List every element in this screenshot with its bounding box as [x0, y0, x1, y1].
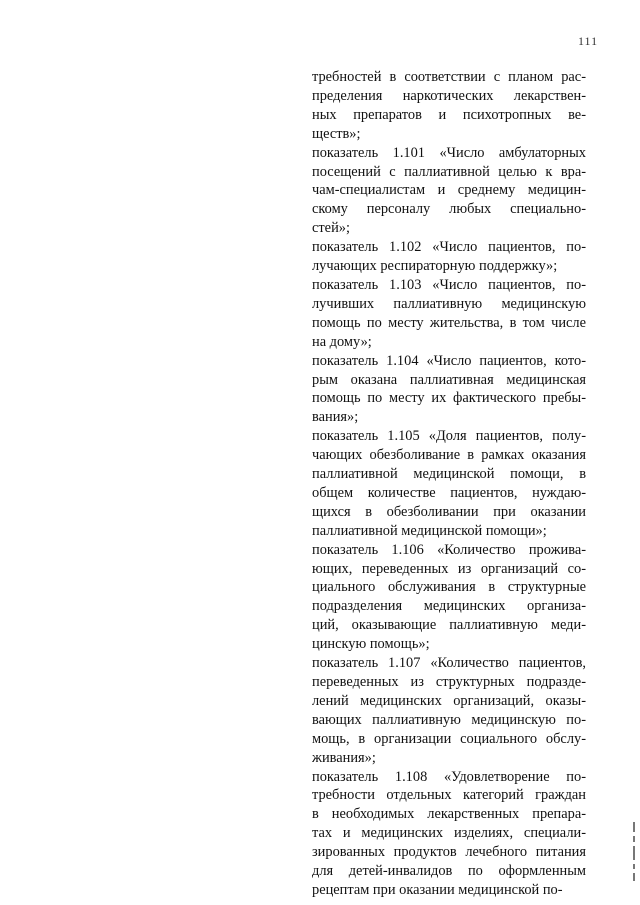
text-line: паллиативной медицинской помощи, в: [312, 466, 586, 483]
paragraph: [312, 541, 586, 654]
text-line: показатель 1.104 «Число пациентов, кото-: [312, 352, 586, 369]
paragraph: [312, 352, 586, 428]
text-line: лучающих респираторную поддержку»;: [312, 258, 558, 275]
page-number: 111: [578, 34, 599, 48]
text-line: посещений с паллиативной целью к вра-: [312, 163, 586, 180]
text-line: показатель 1.107 «Количество пациентов,: [312, 655, 586, 672]
text-line: мощь, в организации социального обслу-: [312, 730, 586, 747]
text-line: чам-специалистам и среднему медицин-: [312, 182, 586, 199]
text-line: в необходимых лекарственных препара-: [312, 806, 586, 823]
text-line: ющих, переведенных из организаций со-: [312, 560, 586, 577]
text-line: показатель 1.105 «Доля пациентов, полу-: [312, 428, 586, 445]
text-line: показатель 1.102 «Число пациентов, по-: [312, 239, 586, 256]
text-line: живания»;: [312, 749, 376, 766]
text-line: на дому»;: [312, 333, 372, 350]
text-line: показатель 1.101 «Число амбулаторных: [312, 144, 586, 161]
text-line: требностей в соответствии с планом рас-: [312, 69, 586, 85]
text-line: циального обслуживания в структурные: [312, 579, 586, 596]
text-line: ществ»;: [312, 125, 361, 142]
text-line: показатель 1.108 «Удовлетворение по-: [312, 768, 586, 785]
text-line: тах и медицинских изделиях, специали-: [312, 825, 586, 842]
text-line: требности отдельных категорий граждан: [312, 787, 586, 804]
text-line: ций, оказывающие паллиативную меди-: [312, 617, 586, 634]
text-line: переведенных из структурных подразде-: [312, 674, 586, 690]
text-line: щихся в обезболивании при оказании: [312, 503, 586, 520]
text-line: подразделения медицинских организа-: [312, 598, 586, 615]
text-line: помощь по месту жительства, в том числе: [312, 314, 586, 331]
paragraph: [312, 654, 586, 767]
text-line: общем количестве пациентов, нуждаю-: [312, 484, 586, 501]
scan-edge-marks: [633, 822, 637, 892]
paragraph: [312, 276, 586, 352]
text-line: лений медицинских организаций, оказы-: [312, 692, 586, 709]
text-line: вающих паллиативную медицинскую по-: [312, 711, 586, 728]
paragraph: [312, 768, 586, 900]
text-line: паллиативной медицинской помощи»;: [312, 522, 547, 539]
paragraph: [312, 238, 586, 276]
text-line: пределения наркотических лекарствен-: [312, 87, 586, 104]
text-line: цинскую помощь»;: [312, 636, 430, 653]
text-line: для детей-инвалидов по оформленным: [312, 863, 586, 880]
text-line: рым оказана паллиативная медицинская: [312, 371, 586, 388]
document-text-column: [312, 68, 586, 900]
text-line: показатель 1.103 «Число пациентов, по-: [312, 276, 586, 293]
text-line: помощь по месту их фактического пребы-: [312, 390, 586, 407]
text-line: лучивших паллиативную медицинскую: [312, 295, 586, 312]
text-line: ных препаратов и психотропных ве-: [312, 106, 586, 123]
text-line: чающих обезболивание в рамках оказания: [312, 447, 586, 464]
paragraph: [312, 68, 586, 144]
text-line: показатель 1.106 «Количество прожива-: [312, 541, 586, 558]
paragraph: [312, 427, 586, 540]
paragraph: [312, 144, 586, 239]
text-line: вания»;: [312, 409, 359, 426]
text-line: скому персоналу любых специально-: [312, 201, 586, 218]
text-line: стей»;: [312, 220, 350, 237]
text-line: рецептам при оказании медицинской по-: [312, 881, 563, 898]
text-line: зированных продуктов лечебного питания: [312, 844, 586, 861]
